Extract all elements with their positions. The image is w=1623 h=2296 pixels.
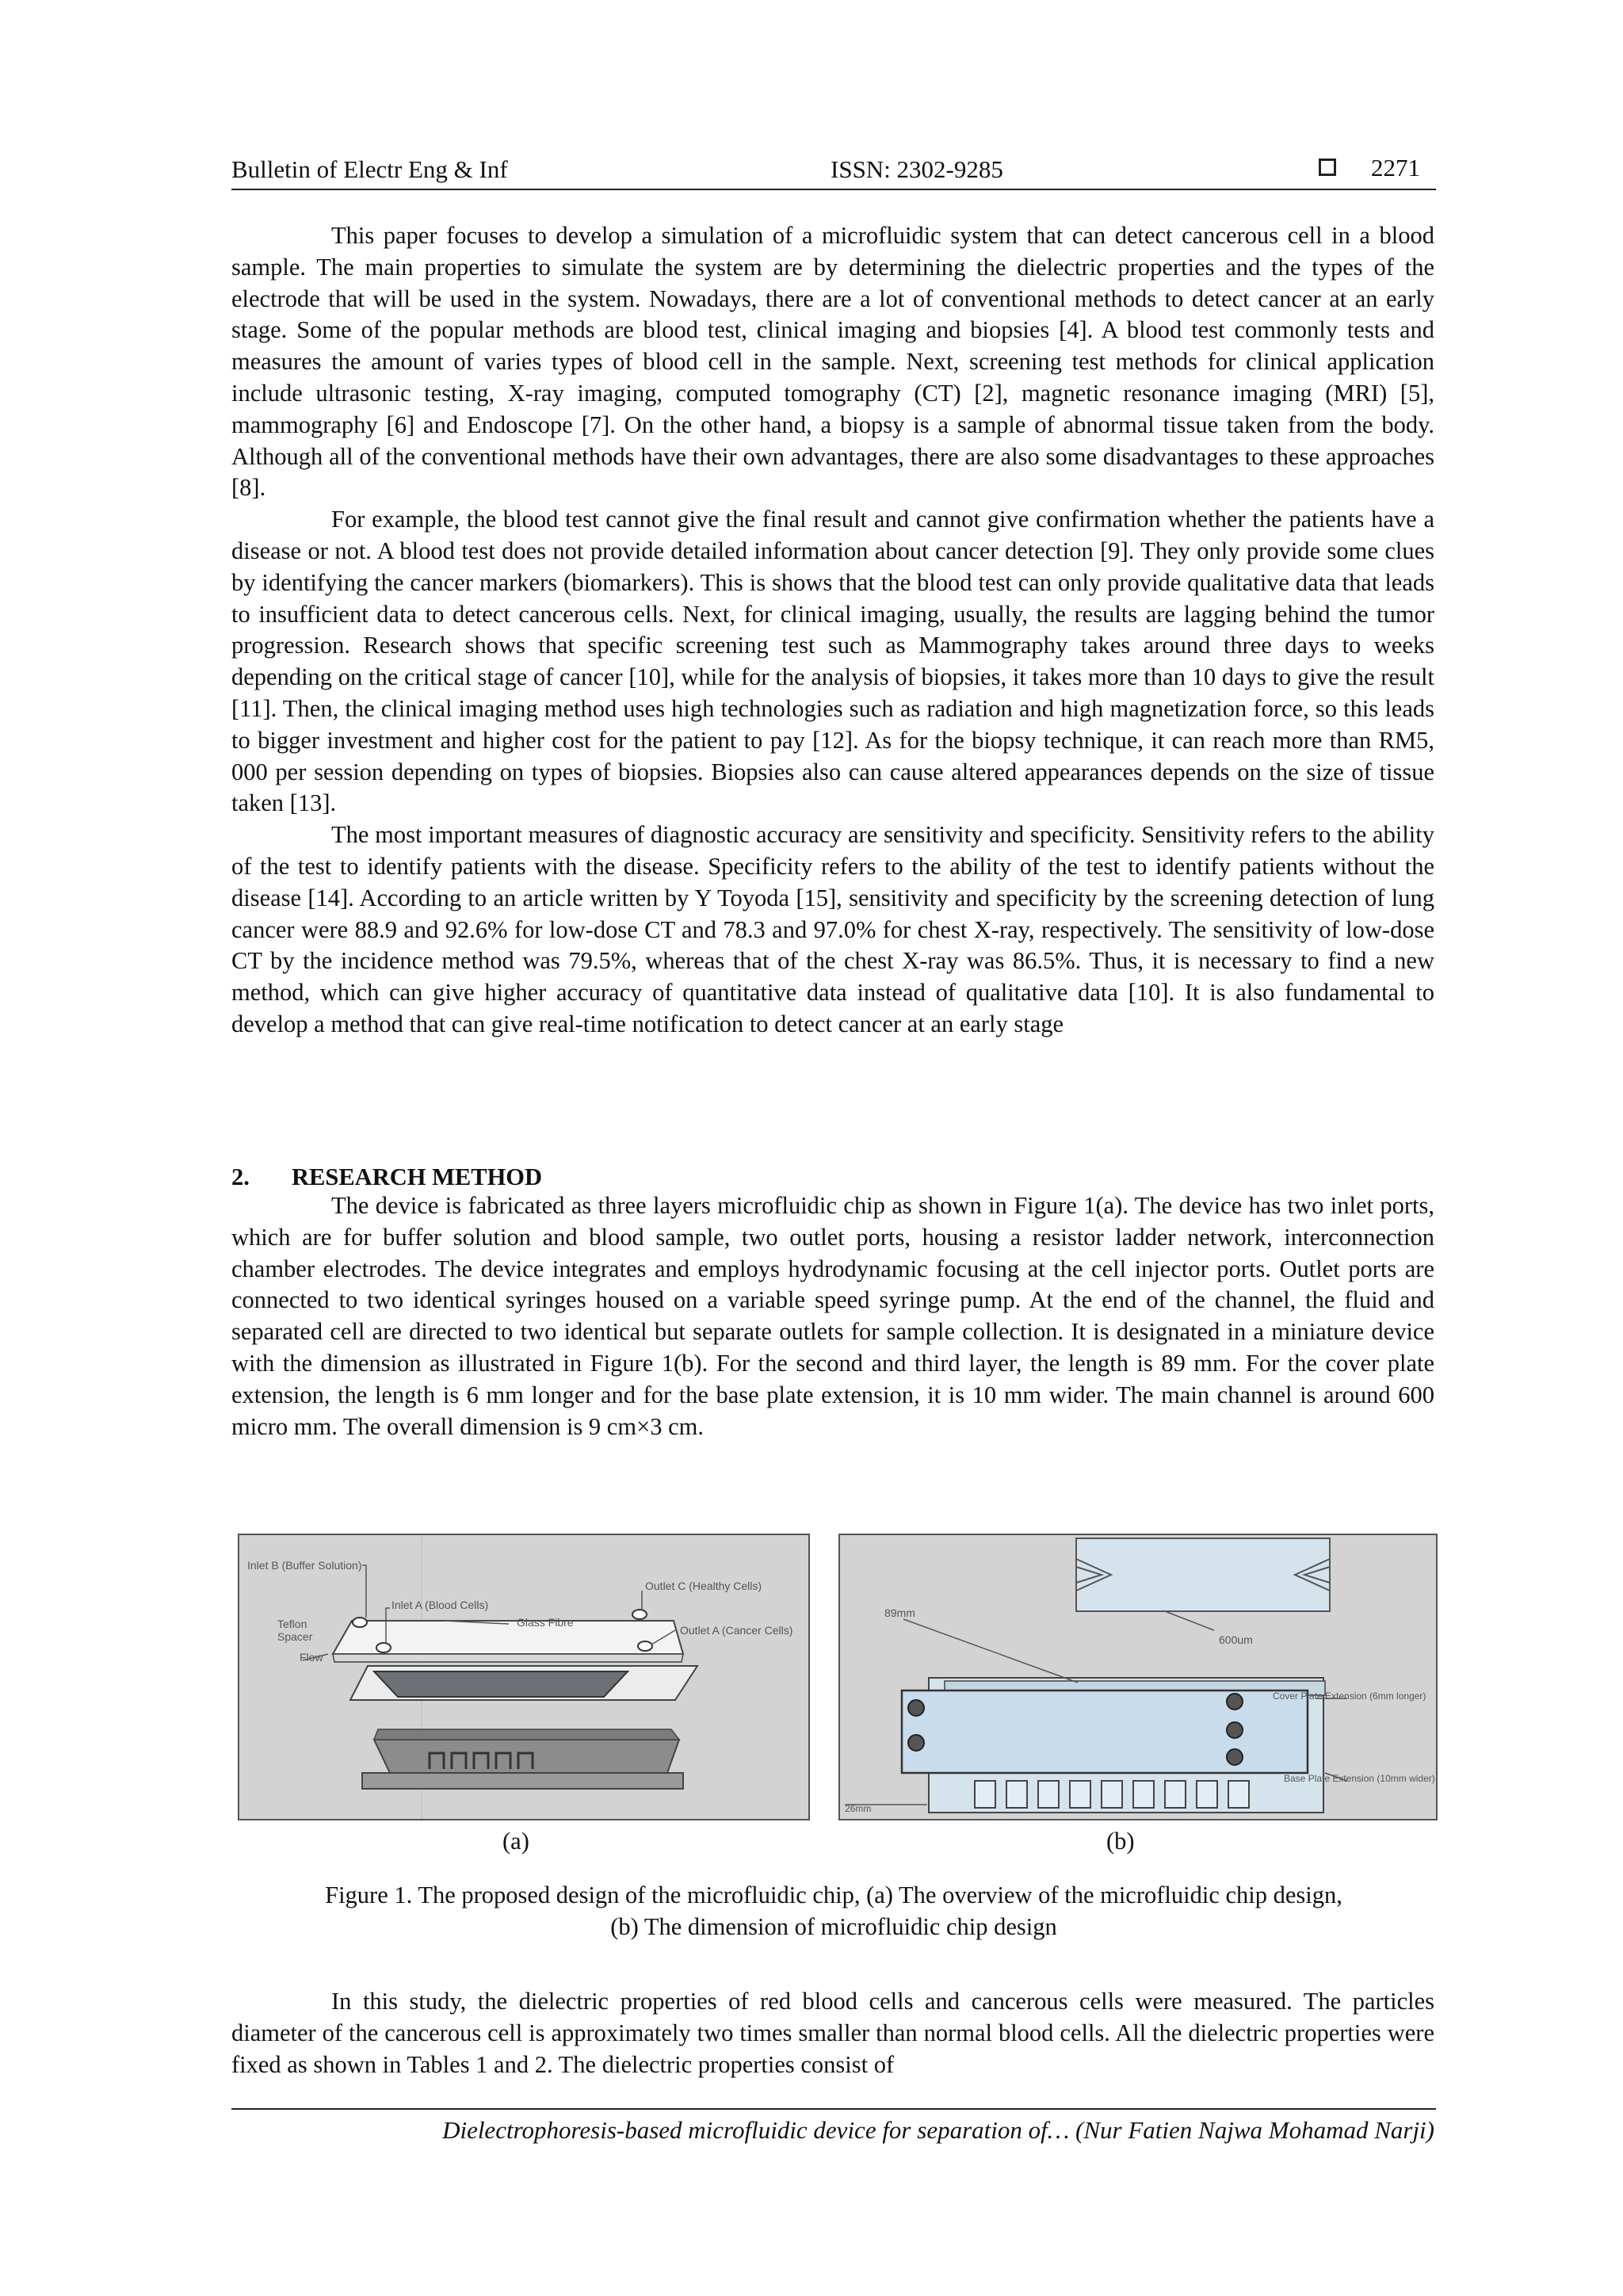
label-glass-fibre: Glass Fibre [517, 1616, 574, 1629]
label-inlet-b: Inlet B (Buffer Solution) [247, 1559, 362, 1572]
research-method-text [231, 1190, 1434, 1442]
running-header [231, 152, 1436, 190]
section-heading [231, 1163, 542, 1191]
paragraph: This paper focuses to develop a simulation of a microfluidic system that can detect cancerous cell in a blood sample. The main properties to simulate the system are by determining the dielectric properties and the types of the electrode that will be used in the system. Nowadays, there are a lot of conventional methods to detect cancer at an early stage. Some of the popular methods are blood test, clinical imaging and biopsies [4]. A blood test commonly tests and measures the amount of varies types of blood cell in the sample. Next, screening test methods for clinical application include ultrasonic testing, X-ray imaging, computed tomography (CT) [2], magnetic resonance imaging (MRI) [5], mammography [6] and Endoscope [7]. On the other hand, a biopsy is a sample of abnormal tissue taken from the body. Although all of the conventional methods have their own advantages, there are also some disadvantages to these approaches [8]. [231, 222, 1434, 502]
issn: ISSN: 2302-9285 [831, 155, 1003, 183]
closing-text [231, 1986, 1434, 2080]
label-26mm: 26mm [845, 1803, 872, 1814]
caption-line: Figure 1. The proposed design of the microfluidic chip, (a) The overview of the microfluidic chip design, [325, 1881, 1342, 1908]
label-teflon: Teflon [277, 1618, 307, 1630]
label-600um: 600um [1219, 1633, 1253, 1646]
journal-name: Bulletin of Electr Eng & Inf [231, 155, 508, 183]
figure-1b [838, 1534, 1438, 1820]
label-inlet-a: Inlet A (Blood Cells) [391, 1599, 489, 1611]
square-bullet-icon [1319, 159, 1336, 176]
label-outlet-c: Outlet C (Healthy Cells) [645, 1580, 762, 1592]
figure-caption [231, 1880, 1436, 1943]
label-89mm: 89mm [884, 1606, 915, 1619]
paragraph: The device is fabricated as three layers microfluidic chip as shown in Figure 1(a). The device has two inlet ports, which are for buffer solution and blood sample, two outlet ports, housing a resistor ladder network, interconnection chamber electrodes. The device integrates and employs hydrodynamic focusing at the cell injector ports. Outlet ports are connected to two identical syringes housed on a variable speed syringe pump. At the end of the channel, the fluid and separated cell are directed to two identical but separate outlets for sample collection. It is designated in a miniature device with the dimension as illustrated in Figure 1(b). For the second and third layer, the length is 89 mm. For the cover plate extension, the length is 6 mm longer and for the base plate extension, it is 10 mm wider. The main channel is around 600 micro mm. The overall dimension is 9 cm×3 cm. [231, 1192, 1434, 1440]
page-number: 2271 [1371, 154, 1420, 181]
label-base-plate-extension: Base Plate Extension (10mm wider) [1284, 1773, 1435, 1784]
section-number: 2. [231, 1163, 250, 1190]
label-spacer: Spacer [277, 1630, 313, 1643]
caption-line: (b) The dimension of microfluidic chip design [610, 1912, 1057, 1940]
label-flow: Flow [300, 1651, 323, 1664]
paragraph: In this study, the dielectric properties of red blood cells and cancerous cells were measured. The particles diameter of the cancerous cell is approximately two times smaller than normal blood cells. All the dielectric properties were fixed as shown in Tables 1 and 2. The dielectric properties consist of [231, 1988, 1434, 2078]
chip-exploded-view [239, 1535, 808, 1819]
introduction-text [231, 220, 1434, 1041]
label-cover-plate-extension: Cover Plate Extension (6mm longer) [1273, 1690, 1426, 1702]
running-footer: Dielectrophoresis-based microfluidic device for separation of… (Nur Fatien Najwa Mohamad Narji) [442, 2116, 1434, 2144]
paragraph: For example, the blood test cannot give the final result and cannot give confirmation whether the patients have a disease or not. A blood test does not provide detailed information about cancer detection [9]. They only provide some clues by identifying the cancer markers (biomarkers). This is shows that the blood test can only provide qualitative data that leads to insufficient data to detect cancerous cells. Next, for clinical imaging, usually, the results are lagging behind the tumor progression. Research shows that specific screening test such as Mammography takes around three days to weeks depending on the critical stage of cancer [10], while for the analysis of biopsies, it takes more than 10 days to give the result [11]. Then, the clinical imaging method uses high technologies such as radiation and high magnetization force, so this leads to bigger investment and higher cost for the patient to pay [12]. As for the biopsy technique, it can reach more than RM5, 000 per session depending on types of biopsies. Biopsies also can cause altered appearances depends on the size of tissue taken [13]. [231, 506, 1434, 817]
footer-divider [231, 2108, 1436, 2110]
figure-sublabel-b: (b) [1106, 1828, 1135, 1855]
figure-sublabel-a: (a) [502, 1828, 529, 1855]
section-title: RESEARCH METHOD [292, 1163, 543, 1190]
label-outlet-a: Outlet A (Cancer Cells) [680, 1624, 793, 1637]
figure-1a [238, 1534, 810, 1820]
paragraph: The most important measures of diagnostic accuracy are sensitivity and specificity. Sensitivity refers to the ability of the test to identify patients with the disease. Specificity refers to the ability of the test to identify patients without the disease [14]. According to an article written by Y Toyoda [15], sensitivity and specificity by the screening detection of lung cancer were 88.9 and 92.6% for low-dose CT and 78.3 and 97.0% for chest X-ray, respectively. The sensitivity of low-dose CT by the incidence method was 79.5%, whereas that of the chest X-ray was 86.5%. Thus, it is necessary to find a new method, which can give higher accuracy of quantitative data instead of qualitative data [10]. It is also fundamental to develop a method that can give real-time notification to detect cancer at an early stage [231, 821, 1434, 1037]
